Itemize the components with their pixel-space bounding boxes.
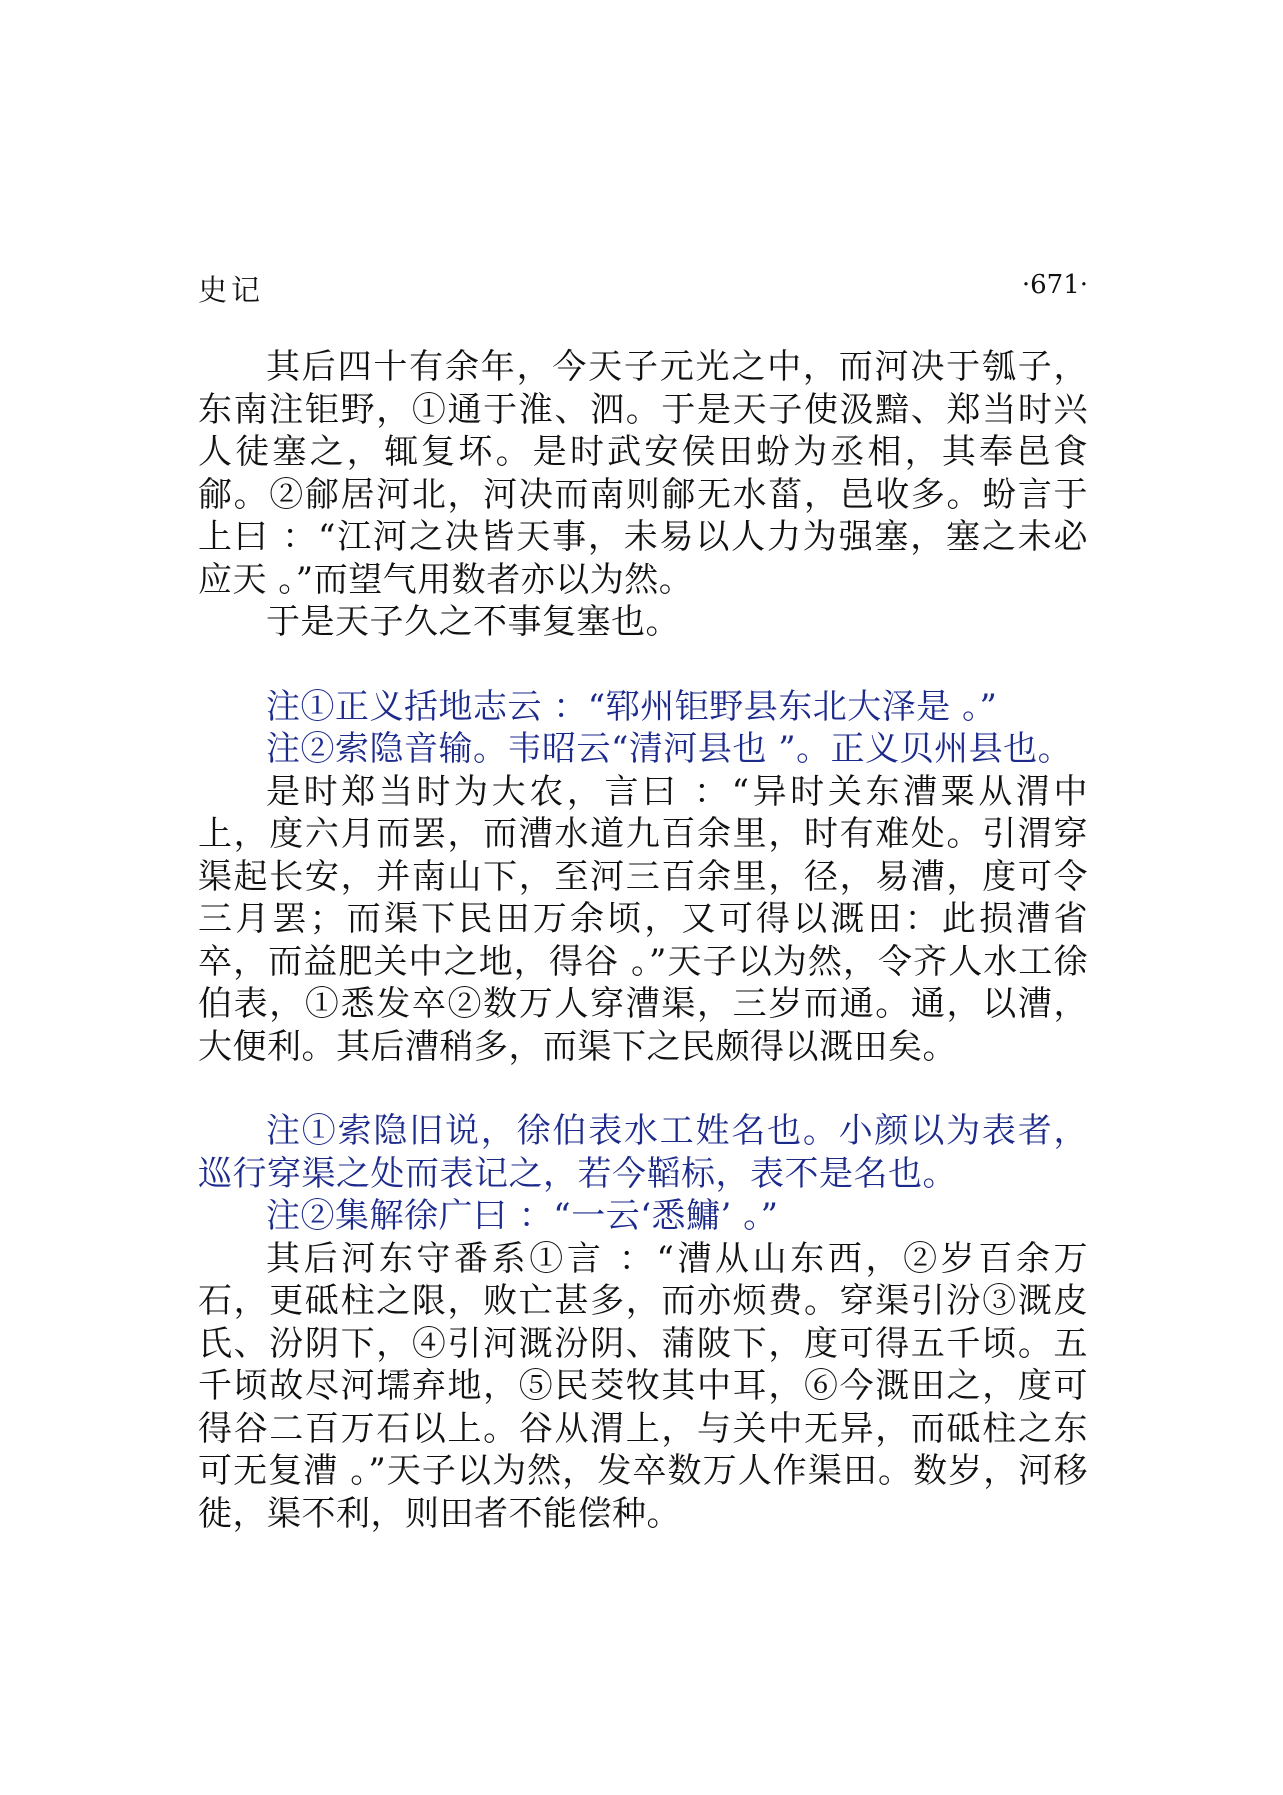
body-paragraph: 于是天子久之不事复塞也。 <box>266 602 680 642</box>
body-paragraph: 其后四十有余年，今天子元光之中，而河决于瓠子，东南注钜野，①通于淮、泗。于是天子使汲黯、郑当时兴人徒塞之，辄复坏。是时武安侯田蚡为丞相，其奉邑食鄃。②鄃居河北，河决而南则鄃无水菑，邑收多。蚡言于上曰 ：“江河之决皆天事，未易以人力为强塞，塞之未必应天 。”而望气用数者亦以为然。 <box>198 347 1088 600</box>
page-header <box>198 268 1088 312</box>
annotation-note: 注②集解徐广曰 ：“一云‘悉鱅’ 。” <box>266 1196 779 1236</box>
section-gap <box>198 1068 1088 1110</box>
page-body <box>198 346 1088 1535</box>
annotation-note: 注①正义括地志云 ：“郓州钜野县东北大泽是 。” <box>266 686 998 727</box>
section-gap <box>198 644 1088 686</box>
annotation-note: 注①索隐旧说，徐伯表水工姓名也。小颜以为表者，巡行穿渠之处而表记之，若今鞱标，表不是名也。 <box>198 1111 1088 1194</box>
book-title: 史记 <box>198 273 265 307</box>
page-number: ·671· <box>1021 270 1088 300</box>
body-paragraph: 其后河东守番系①言 ：“漕从山东西，②岁百余万石，更砥柱之限，败亡甚多，而亦烦费。穿渠引汾③溉皮氏、汾阴下，④引河溉汾阴、蒲陂下，度可得五千顷。五千顷故尽河壖弃地，⑤民茭牧其中耳，⑥今溉田之，度可得谷二百万石以上。谷从渭上，与关中无异，而砥柱之东可无复漕 。”天子以为然，发卒数万人作渠田。数岁，河移徙，渠不利，则田者不能偿种。 <box>198 1238 1088 1534</box>
body-paragraph: 是时郑当时为大农，言曰 ：“异时关东漕粟从渭中上，度六月而罢，而漕水道九百余里，时有难处。引渭穿渠起长安，并南山下，至河三百余里，径，易漕，度可令三月罢；而渠下民田万余顷，又可得以溉田：此损漕省卒，而益肥关中之地，得谷 。”天子以为然，令齐人水工徐伯表，①悉发卒②数万人穿漕渠，三岁而通。通，以漕，大便利。其后漕稍多，而渠下之民颇得以溉田矣。 <box>198 771 1088 1067</box>
annotation-note: 注②索隐音输。韦昭云“清河县也 ”。正义贝州县也。 <box>266 729 1073 769</box>
